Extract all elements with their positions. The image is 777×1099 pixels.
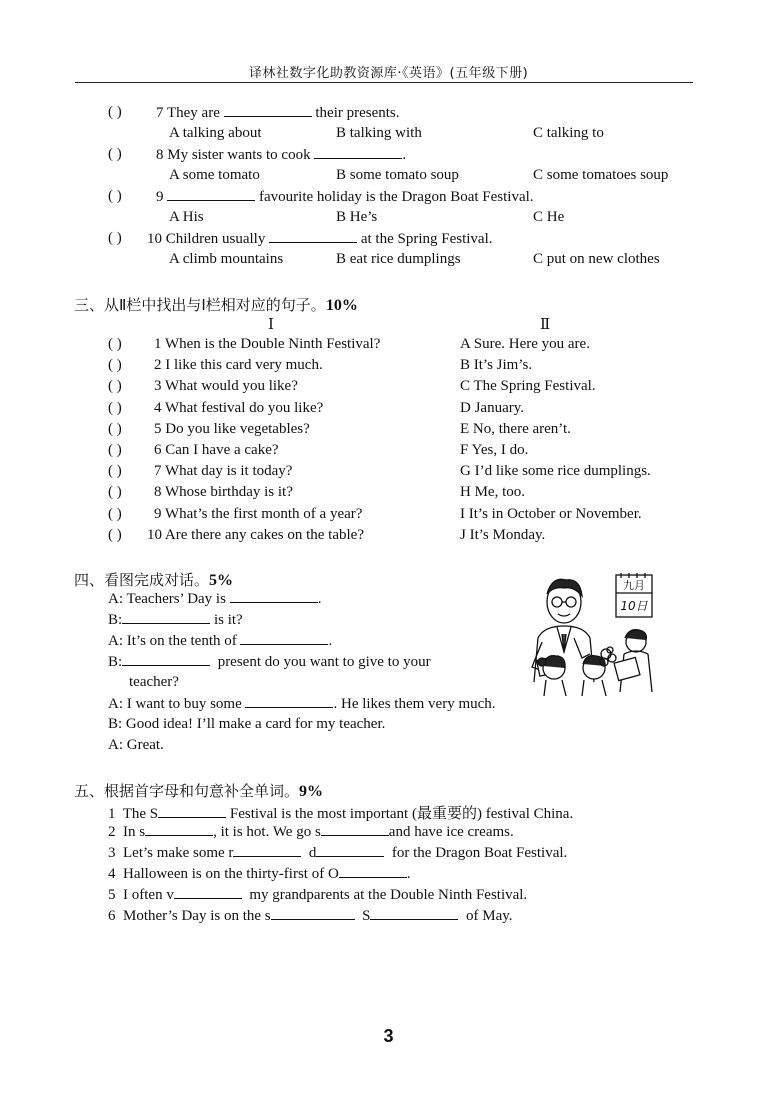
question-stem: 8 My sister wants to cook . xyxy=(156,147,407,163)
dialogue-line-4-cont: teacher? xyxy=(129,674,179,690)
column-header-1: Ⅰ xyxy=(268,317,274,333)
option-b: B He’s xyxy=(336,209,378,225)
question-stem: 7 They are their presents. xyxy=(156,105,400,121)
option-b: B eat rice dumplings xyxy=(336,251,461,267)
teacher-students-illustration xyxy=(524,572,659,697)
dialogue-line-5: A: I want to buy some . He likes them very much. xyxy=(108,696,496,712)
section-title-fill-words: 五、根据首字母和句意补全单词。9% xyxy=(74,782,324,800)
answer-blank[interactable] xyxy=(271,907,355,920)
option-b: B talking with xyxy=(336,125,422,141)
calendar-day: 10日 xyxy=(620,599,648,613)
answer-paren[interactable]: ( ) xyxy=(108,400,122,416)
match-right-item: F Yes, I do. xyxy=(460,442,529,458)
dialogue-line-7: A: Great. xyxy=(108,737,164,753)
match-left-item: 10 Are there any cakes on the table? xyxy=(147,527,364,543)
answer-paren[interactable]: ( ) xyxy=(108,188,122,204)
match-right-item: G I’d like some rice dumplings. xyxy=(460,463,651,479)
answer-blank[interactable] xyxy=(245,695,333,708)
answer-blank[interactable] xyxy=(339,865,407,878)
option-c: C He xyxy=(533,209,565,225)
option-c: C put on new clothes xyxy=(533,251,660,267)
answer-blank[interactable] xyxy=(314,146,402,159)
fill-line-4: 4 Halloween is on the thirty-first of O . xyxy=(108,866,411,882)
answer-blank[interactable] xyxy=(122,611,210,624)
match-right-item: I It’s in October or November. xyxy=(460,506,642,522)
answer-blank[interactable] xyxy=(122,653,210,666)
answer-blank[interactable] xyxy=(167,188,255,201)
match-right-item: E No, there aren’t. xyxy=(460,421,571,437)
option-a: A talking about xyxy=(169,125,262,141)
answer-paren[interactable]: ( ) xyxy=(108,484,122,500)
question-stem: 10 Children usually at the Spring Festival. xyxy=(147,231,493,247)
option-b: B some tomato soup xyxy=(336,167,459,183)
answer-paren[interactable]: ( ) xyxy=(108,357,122,373)
option-a: A some tomato xyxy=(169,167,260,183)
answer-paren[interactable]: ( ) xyxy=(108,527,122,543)
fill-line-3: 3 Let’s make some r d for the Dragon Boat Festival. xyxy=(108,845,568,861)
calendar-month: 九月 xyxy=(623,579,645,592)
dialogue-line-6: B: Good idea! I’ll make a card for my teacher. xyxy=(108,716,386,732)
section-title-dialogue: 四、看图完成对话。5% xyxy=(74,571,234,589)
option-c: C talking to xyxy=(533,125,604,141)
dialogue-line-2: B: is it? xyxy=(108,612,243,628)
match-left-item: 6 Can I have a cake? xyxy=(154,442,279,458)
answer-paren[interactable]: ( ) xyxy=(108,230,122,246)
answer-blank[interactable] xyxy=(233,844,301,857)
answer-paren[interactable]: ( ) xyxy=(108,336,122,352)
answer-paren[interactable]: ( ) xyxy=(108,506,122,522)
answer-blank[interactable] xyxy=(224,104,312,117)
fill-line-6: 6 Mother’s Day is on the s S of May. xyxy=(108,908,513,924)
answer-blank[interactable] xyxy=(240,632,328,645)
fill-line-1: 1 The S Festival is the most important (最重要的) festival China. xyxy=(108,806,574,822)
column-header-2: Ⅱ xyxy=(540,317,551,333)
option-c: C some tomatoes soup xyxy=(533,167,669,183)
match-left-item: 8 Whose birthday is it? xyxy=(154,484,293,500)
answer-paren[interactable]: ( ) xyxy=(108,442,122,458)
answer-blank[interactable] xyxy=(145,823,213,836)
answer-blank[interactable] xyxy=(174,886,242,899)
header-rule xyxy=(75,82,693,83)
match-right-item: A Sure. Here you are. xyxy=(460,336,590,352)
page-number: 3 xyxy=(383,1026,394,1046)
answer-paren[interactable]: ( ) xyxy=(108,146,122,162)
match-left-item: 9 What’s the first month of a year? xyxy=(154,506,363,522)
section-title-matching: 三、从Ⅱ栏中找出与Ⅰ栏相对应的句子。10% xyxy=(74,296,358,314)
match-right-item: D January. xyxy=(460,400,525,416)
match-left-item: 1 When is the Double Ninth Festival? xyxy=(154,336,381,352)
answer-blank[interactable] xyxy=(230,590,318,603)
match-right-item: C The Spring Festival. xyxy=(460,378,596,394)
answer-paren[interactable]: ( ) xyxy=(108,421,122,437)
answer-blank[interactable] xyxy=(316,844,384,857)
match-right-item: H Me, too. xyxy=(460,484,525,500)
match-right-item: J It’s Monday. xyxy=(460,527,546,543)
question-stem: 9 favourite holiday is the Dragon Boat Festival. xyxy=(156,189,534,205)
dialogue-line-4: B: present do you want to give to your xyxy=(108,654,431,670)
match-left-item: 7 What day is it today? xyxy=(154,463,293,479)
answer-paren[interactable]: ( ) xyxy=(108,463,122,479)
match-left-item: 3 What would you like? xyxy=(154,378,298,394)
answer-paren[interactable]: ( ) xyxy=(108,378,122,394)
fill-line-5: 5 I often v my grandparents at the Double Ninth Festival. xyxy=(108,887,528,903)
page-header: 译林社数字化助教资源库·《英语》(五年级下册) xyxy=(248,66,529,81)
answer-blank[interactable] xyxy=(321,823,389,836)
option-a: A climb mountains xyxy=(169,251,284,267)
match-left-item: 2 I like this card very much. xyxy=(154,357,323,373)
answer-blank[interactable] xyxy=(370,907,458,920)
answer-blank[interactable] xyxy=(158,805,226,818)
match-right-item: B It’s Jim’s. xyxy=(460,357,533,373)
dialogue-line-3: A: It’s on the tenth of . xyxy=(108,633,333,649)
match-left-item: 4 What festival do you like? xyxy=(154,400,324,416)
match-left-item: 5 Do you like vegetables? xyxy=(154,421,310,437)
answer-paren[interactable]: ( ) xyxy=(108,104,122,120)
option-a: A His xyxy=(169,209,204,225)
answer-blank[interactable] xyxy=(269,230,357,243)
fill-line-2: 2 In s , it is hot. We go s and have ice creams. xyxy=(108,824,514,840)
dialogue-line-1: A: Teachers’ Day is . xyxy=(108,591,322,607)
